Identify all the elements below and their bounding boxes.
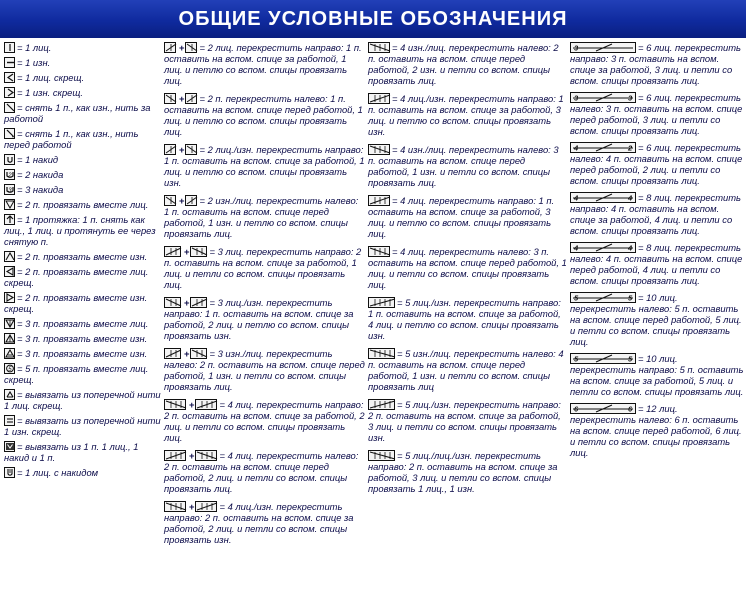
cable-symbol-icon (164, 246, 181, 257)
cable-symbol-icon (185, 144, 197, 155)
tri-right-icon (4, 292, 15, 303)
cable-symbol-icon (164, 144, 176, 155)
legend-description: = 2 лиц./изн. перекрестить направо: 1 п. оставить на вспом. спице за работой, 1 лиц. и петлю со вспом. спицы провязать изн. (164, 144, 365, 188)
cable-symbol-icon (368, 450, 395, 461)
legend-description: = 5 лиц./лиц./изн. перекрестить направо: 2 п. оставить на вспом. спице за работой, 3 лиц. и петли со вспом. спицы провязать 1 лиц., 1 изн. (368, 450, 558, 494)
legend-entry (570, 353, 744, 397)
legend-entry (4, 292, 162, 314)
legend-entry (570, 192, 744, 236)
svg-text:3: 3 (8, 188, 12, 194)
legend-entry (368, 399, 568, 443)
plus-icon: + (179, 195, 185, 206)
legend-description: = 2 п. перекрестить налево: 1 п. оставить на вспом. спице перед работой, 1 лиц. и петлю со вспом. спицы провязать лиц. (164, 93, 363, 137)
legend-entry (368, 450, 568, 494)
legend-entry (570, 92, 744, 136)
angle-right-icon (4, 87, 15, 98)
legend-entry (164, 144, 366, 188)
legend-entry (4, 415, 162, 437)
legend-column-cables-4-5 (368, 42, 568, 501)
legend-entry (164, 297, 366, 341)
legend-entry (4, 102, 162, 124)
cable-symbol-icon (368, 42, 390, 53)
tri-up-dash-icon (4, 348, 15, 359)
legend-entry (164, 399, 366, 443)
numbered-cable-symbol-icon (570, 353, 636, 364)
legend-entry (570, 42, 744, 86)
legend-entry (164, 93, 366, 137)
legend-description: = 4 лиц. перекрестить направо: 2 п. оставить на вспом. спице за работой, 2 лиц. и петли со вспом. спицы провязать лиц. (164, 399, 365, 443)
legend-entry (4, 169, 162, 180)
legend-entry (4, 318, 162, 329)
cable-symbol-icon (368, 297, 395, 308)
legend-entry (4, 348, 162, 359)
legend-description: = 1 изн. скрещ. (17, 87, 83, 98)
u-shape-icon (4, 154, 15, 165)
svg-text:4: 4 (574, 243, 579, 252)
legend-entry (368, 42, 568, 86)
legend-description: = 3 лиц./изн. перекрестить направо: 1 п. оставить на вспом. спице за работой, 2 лиц. и петлю со вспом. спицы провязать изн. (164, 297, 354, 341)
numbered-cable-symbol-icon (570, 192, 636, 203)
legend-description: = снять 1 п., как изн., нить за работой (4, 102, 151, 124)
legend-entry (4, 72, 162, 83)
legend-entry (368, 144, 568, 188)
legend-description: = 4 изн./лиц. перекрестить налево: 2 п. оставить на вспом. спице перед работой, 2 изн. и петли со вспом. спицы провязать лиц. (368, 42, 559, 86)
legend-description: = 6 лиц. перекрестить налево: 4 п. оставить на вспом. спице перед работой, 2 лиц. и петли со вспом. спицы провязать лиц. (570, 142, 743, 186)
legend-entry (4, 266, 162, 288)
legend-description: = 3 накида (17, 184, 64, 195)
cable-symbol-icon (164, 501, 186, 512)
legend-description: = 4 лиц./изн. перекрестить направо: 1 п. оставить на вспом. спице за работой, 3 лиц. и петлю со вспом. спицы провязать изн. (368, 93, 564, 137)
legend-description: = 4 лиц./изн. перекрестить направо: 2 п. оставить на вспом. спице за работой, 2 лиц. и петли со вспом. спицы провязать изн. (164, 501, 354, 545)
svg-text:5: 5 (8, 367, 12, 373)
legend-description: = 6 лиц. перекрестить налево: 3 п. оставить на вспом. спице перед работой, 3 лиц. и петли со вспом. спицы провязать лиц. (570, 92, 743, 136)
svg-text:4: 4 (574, 143, 579, 152)
legend-entry (368, 297, 568, 341)
legend-description: = 3 п. провязать вместе изн. (17, 333, 148, 344)
cable-symbol-icon (164, 450, 186, 461)
make-purl-icon (4, 415, 15, 426)
triple-u-icon (4, 184, 15, 195)
legend-column-basic (4, 42, 162, 482)
page-title: ОБЩИЕ УСЛОВНЫЕ ОБОЗНАЧЕНИЯ (178, 7, 568, 30)
numbered-cable-symbol-icon (570, 142, 636, 153)
svg-text:2: 2 (628, 143, 633, 152)
legend-description: = вывязать из поперечной нити 1 изн. скрещ. (4, 415, 161, 437)
cable-symbol-icon (368, 144, 390, 155)
inc-three-icon (4, 441, 15, 452)
svg-text:4: 4 (574, 193, 579, 202)
legend-description: = 2 накида (17, 169, 64, 180)
legend-entry (570, 403, 744, 458)
plus-icon: + (189, 501, 195, 512)
dec-right-icon (4, 199, 15, 210)
legend-entry (4, 154, 162, 165)
legend-entry (368, 348, 568, 392)
legend-description: = 1 накид (17, 154, 59, 165)
legend-entry (4, 389, 162, 411)
legend-description: = 4 изн./лиц. перекрестить налево: 3 п. оставить на вспом. спице перед работой, 1 изн. и петли со вспом. спицы провязать лиц. (368, 144, 559, 188)
legend-description: = 5 изн./лиц. перекрестить налево: 4 п. оставить на вспом. спице перед работой, 1 изн. и петли со вспом. спицы провязать лиц (368, 348, 564, 392)
legend-column-cables-2-4 (164, 42, 366, 552)
cable-symbol-icon (164, 348, 181, 359)
horizontal-dash-icon (4, 57, 15, 68)
legend-entry (4, 87, 162, 98)
legend-entry (164, 348, 366, 392)
legend-description: = 10 лиц. перекрестить направо: 5 п. оставить на вспом. спице за работой, 5 лиц. и петли со вспом. спицы провязать лиц. (570, 353, 744, 397)
legend-column-cables-6-12 (570, 42, 744, 464)
legend-description: = 2 изн./лиц. перекрестить налево: 1 п. оставить на вспом. спице перед работой, 1 изн. и петлю со вспом. спицы провязать лиц. (164, 195, 359, 239)
svg-text:5: 5 (628, 354, 633, 363)
legend-description: = 4 лиц. перекрестить налево: 2 п. оставить на вспом. спице перед работой, 2 лиц. и петли со вспом. спицы провязать лиц. (164, 450, 359, 494)
legend-entry (368, 246, 568, 290)
svg-text:5: 5 (574, 354, 579, 363)
cable-symbol-icon (185, 42, 197, 53)
legend-description: = 2 п. провязать вместе лиц. скрещ. (4, 266, 149, 288)
plus-icon: + (189, 399, 195, 410)
legend-description: = 2 п. провязать вместе лиц. (17, 199, 149, 210)
numbered-cable-symbol-icon (570, 92, 636, 103)
legend-description: = 1 лиц. с накидом (17, 467, 99, 478)
cable-symbol-icon (195, 501, 217, 512)
legend-description: = 3 п. провязать вместе лиц. (17, 318, 149, 329)
legend-entry (4, 441, 162, 463)
legend-entry (4, 251, 162, 262)
legend-description: = 2 лиц. перекрестить направо: 1 п. оставить на вспом. спице за работой, 1 лиц. и петлю со вспом. спицы провязать лиц. (164, 42, 362, 86)
legend-description: = 5 лиц./изн. перекрестить направо: 2 п. оставить на вспом. спице за работой, 3 лиц. и петли со вспом. спицы провязать изн. (368, 399, 561, 443)
cable-symbol-icon (185, 195, 197, 206)
legend-entry (4, 333, 162, 344)
plus-icon: + (179, 93, 185, 104)
slip-behind-icon (4, 102, 15, 113)
cable-symbol-icon (368, 195, 390, 206)
cable-symbol-icon (368, 246, 390, 257)
double-u-icon (4, 169, 15, 180)
svg-text:5: 5 (574, 293, 579, 302)
cable-symbol-icon (190, 348, 207, 359)
cable-symbol-icon (190, 246, 207, 257)
legend-entry (368, 93, 568, 137)
svg-text:4: 4 (628, 243, 633, 252)
numbered-cable-symbol-icon (570, 242, 636, 253)
cable-symbol-icon (368, 348, 395, 359)
svg-text:3: 3 (574, 93, 579, 102)
svg-text:5: 5 (628, 293, 633, 302)
legend-entry (164, 450, 366, 494)
legend-description: = 1 лиц. скрещ. (17, 72, 85, 83)
legend-description: = 2 п. провязать вместе изн. скрещ. (4, 292, 148, 314)
cable-symbol-icon (190, 297, 207, 308)
cable-symbol-icon (164, 93, 176, 104)
dec-left-icon (4, 214, 15, 225)
legend-description: = 10 лиц. перекрестить налево: 5 п. оставить на вспом. спице перед работой, 5 лиц. и петли со вспом. спицы провязать лиц. (570, 292, 742, 347)
plus-icon: + (189, 450, 195, 461)
legend-description: = 1 лиц. (17, 42, 52, 53)
legend-description: = 1 протяжка: 1 п. снять как лиц., 1 лиц. и протянуть ее через снятую п. (4, 214, 156, 247)
legend-entry (4, 467, 162, 478)
make-knit-icon (4, 389, 15, 400)
cable-symbol-icon (164, 399, 186, 410)
tri-left-icon (4, 266, 15, 277)
svg-text:4: 4 (628, 193, 633, 202)
legend-description: = 5 п. провязать вместе лиц. скрещ. (4, 363, 149, 385)
legend-description: = 1 изн. (17, 57, 51, 68)
plus-icon: + (184, 246, 190, 257)
svg-text:2: 2 (8, 173, 12, 179)
svg-text:6: 6 (628, 404, 633, 413)
legend-description: = вывязать из 1 п. 1 лиц., 1 накид и 1 п. (4, 441, 139, 463)
legend-description: = 6 лиц. перекрестить направо: 3 п. оставить на вспом. спице за работой, 3 лиц. и петли со вспом. спицы провязать лиц. (570, 42, 741, 86)
slip-front-icon (4, 128, 15, 139)
plus-icon: + (179, 144, 185, 155)
legend-entry (4, 42, 162, 53)
legend-entry (4, 214, 162, 247)
legend-entry (570, 292, 744, 347)
title-banner (0, 0, 746, 38)
legend-description: = 4 лиц. перекрестить направо: 1 п. оставить на вспом. спице за работой, 3 лиц. и петлю со вспом. спицы провязать лиц. (368, 195, 555, 239)
svg-text:3: 3 (628, 93, 633, 102)
cable-symbol-icon (164, 42, 176, 53)
cable-symbol-icon (164, 195, 176, 206)
cable-symbol-icon (368, 399, 395, 410)
five-dec-icon (4, 363, 15, 374)
legend-description: = снять 1 п., как изн., нить перед работой (4, 128, 139, 150)
legend-entry (4, 199, 162, 210)
cable-symbol-icon (195, 450, 217, 461)
numbered-cable-symbol-icon (570, 403, 636, 414)
legend-description: = 12 лиц. перекрестить налево: 6 п. оставить на вспом. спице перед работой, 6 лиц. и петли со вспом. спицы провязать лиц. (570, 403, 742, 458)
cross-left-icon (4, 72, 15, 83)
tri-down-icon (4, 318, 15, 329)
legend-description: = 8 лиц. перекрестить направо: 4 п. оставить на вспом. спице за работой, 4 лиц. и петли со вспом. спицы провязать лиц. (570, 192, 741, 236)
tri-up-icon (4, 333, 15, 344)
legend-description: = 3 лиц. перекрестить направо: 2 п. оставить на вспом. спице за работой, 1 лиц. и петли со вспом. спицы провязать лиц. (164, 246, 362, 290)
cable-symbol-icon (195, 399, 217, 410)
legend-entry (164, 246, 366, 290)
legend-entry (368, 195, 568, 239)
cable-symbol-icon (164, 297, 181, 308)
numbered-cable-symbol-icon (570, 292, 636, 303)
legend-description: = 8 лиц. перекрестить налево: 4 п. оставить на вспом. спице перед работой, 4 лиц. и петли со вспом. спицы провязать лиц. (570, 242, 743, 286)
legend-entry (164, 501, 366, 545)
cable-symbol-icon (185, 93, 197, 104)
legend-description: = 3 п. провязать вместе изн. (17, 348, 148, 359)
plus-icon: + (184, 348, 190, 359)
legend-entry (4, 363, 162, 385)
svg-text:6: 6 (574, 404, 579, 413)
vertical-bar-icon (4, 42, 15, 53)
legend-description: = вывязать из поперечной нити 1 лиц. скрещ. (4, 389, 161, 411)
legend-description: = 3 изн./лиц. перекрестить налево: 2 п. оставить на вспом. спице перед работой, 1 изн. и петли со вспом. спицы провязать лиц. (164, 348, 365, 392)
legend-entry (570, 142, 744, 186)
cable-symbol-icon (368, 93, 390, 104)
knit-yo-icon (4, 467, 15, 478)
legend-entry (4, 128, 162, 150)
legend-description: = 5 лиц./изн. перекрестить направо: 1 п. оставить на вспом. спице за работой, 4 лиц. и петлю со вспом. спицы провязать изн. (368, 297, 561, 341)
legend-description: = 2 п. провязать вместе изн. (17, 251, 148, 262)
plus-icon: + (184, 297, 190, 308)
legend-entry (4, 57, 162, 68)
legend-entry (570, 242, 744, 286)
dec-purl-icon (4, 251, 15, 262)
svg-text:3: 3 (574, 43, 579, 52)
legend-description: = 4 лиц. перекрестить налево: 3 п. оставить на вспом. спице перед работой, 1 лиц. и петли со вспом. спицы провязать лиц. (368, 246, 567, 290)
legend-entry (164, 42, 366, 86)
numbered-cable-symbol-icon (570, 42, 636, 53)
plus-icon: + (179, 42, 185, 53)
legend-entry (4, 184, 162, 195)
legend-entry (164, 195, 366, 239)
